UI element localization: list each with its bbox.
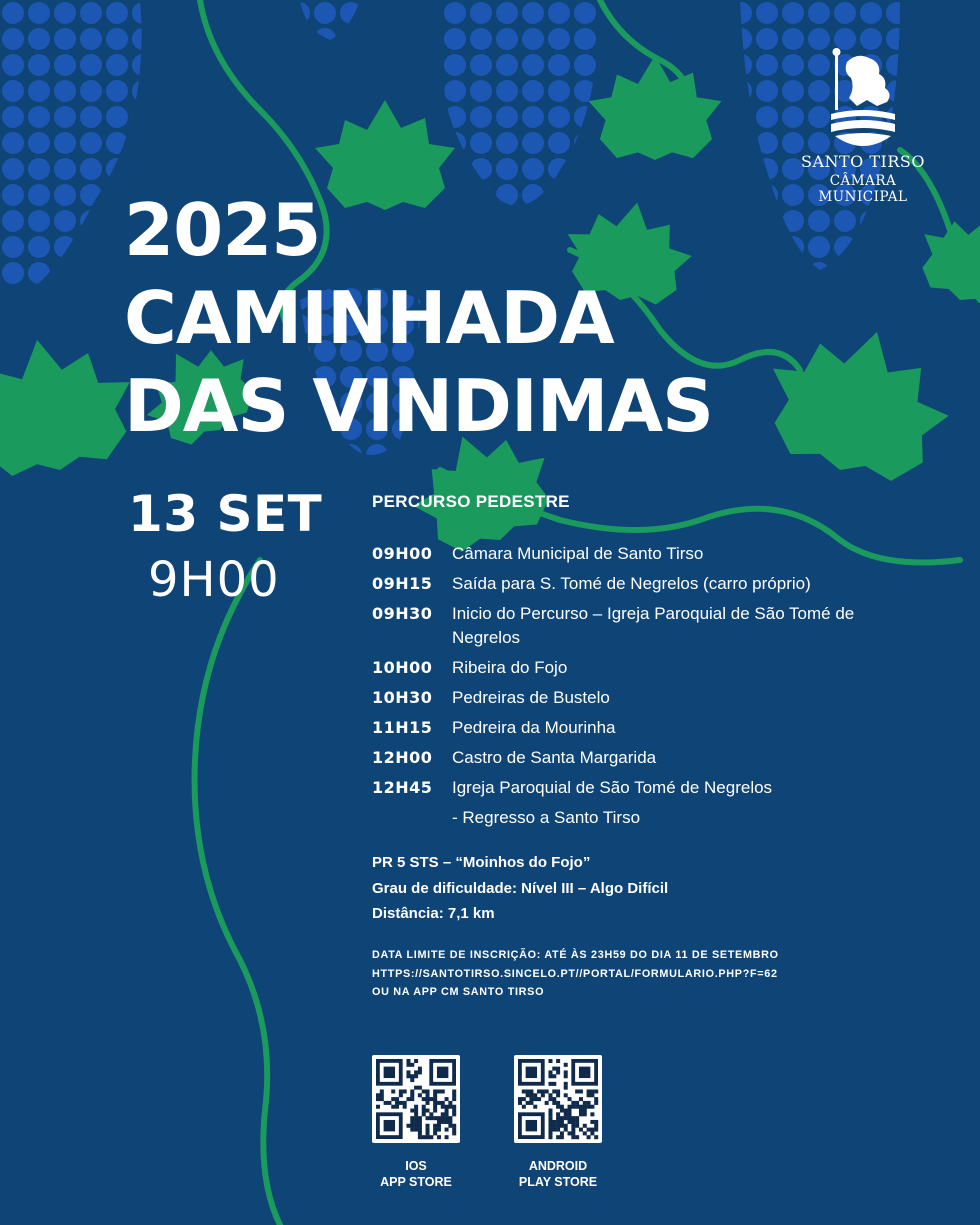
qr-code-icon[interactable] — [514, 1055, 602, 1143]
schedule-row — [372, 806, 872, 830]
schedule-row — [372, 656, 872, 680]
schedule-row — [372, 602, 872, 650]
schedule-time: 12H00 — [372, 748, 433, 767]
route-info — [372, 850, 668, 927]
android-download[interactable] — [513, 1055, 603, 1190]
schedule-desc: Pedreiras de Bustelo — [452, 688, 610, 707]
schedule-desc: Igreja Paroquial de São Tomé de Negrelos — [452, 778, 773, 797]
logo-subtitle: CÂMARA MUNICIPAL — [818, 173, 908, 205]
schedule-time: 12H45 — [372, 778, 433, 797]
qr-code-icon[interactable] — [372, 1055, 460, 1143]
schedule-time: 11H15 — [372, 718, 433, 737]
registration-url[interactable]: HTTPS://SANTOTIRSO.SINCELO.PT//PORTAL/FORMULARIO.PHP?F=62 — [372, 967, 778, 980]
event-date: 13 SET — [128, 485, 323, 543]
schedule-desc: Castro de Santa Margarida — [452, 748, 657, 767]
schedule-desc: Saída para S. Tomé de Negrelos (carro próprio) — [452, 574, 811, 593]
schedule-row — [372, 572, 872, 596]
logo-name: SANTO TIRSO — [800, 152, 925, 171]
schedule-row — [372, 776, 872, 800]
schedule-desc: Câmara Municipal de Santo Tirso — [452, 544, 704, 563]
title-line-1: CAMINHADA — [124, 276, 614, 360]
schedule-row — [372, 716, 872, 740]
route-name: PR 5 STS – “Moinhos do Fojo” — [372, 854, 591, 871]
route-difficulty: Grau de dificuldade: Nível III – Algo Difícil — [372, 879, 669, 897]
santo-tirso-logo — [788, 48, 938, 205]
schedule-row — [372, 542, 872, 566]
schedule-list — [372, 542, 872, 836]
download-platform: IOS — [405, 1159, 427, 1173]
download-platform: ANDROID — [528, 1159, 588, 1173]
schedule-time: 10H30 — [372, 688, 433, 707]
schedule-row — [372, 746, 872, 770]
schedule-time: 09H15 — [372, 574, 433, 593]
schedule-row — [372, 686, 872, 710]
schedule-time: 10H00 — [372, 658, 433, 677]
schedule-time: 09H30 — [372, 604, 433, 623]
schedule-desc: Ribeira do Fojo — [452, 658, 568, 677]
schedule-desc: Inicio do Percurso – Igreja Paroquial de São Tomé de Negrelos — [452, 604, 855, 647]
download-store: APP STORE — [380, 1175, 452, 1189]
route-distance: Distância: 7,1 km — [372, 905, 495, 922]
registration-app-prefix: OU NA — [372, 986, 414, 998]
lion-crest-icon — [827, 48, 899, 148]
ios-download[interactable] — [371, 1055, 461, 1190]
title-line-2: DAS VINDIMAS — [124, 364, 713, 448]
registration-app-name: APP CM SANTO TIRSO — [413, 986, 545, 998]
title-year: 2025 — [124, 188, 321, 272]
registration-app-line — [372, 983, 779, 1002]
event-time: 9H00 — [148, 552, 280, 608]
download-store: PLAY STORE — [518, 1175, 598, 1189]
schedule-heading: PERCURSO PEDESTRE — [372, 492, 570, 511]
registration-info — [372, 946, 779, 1002]
schedule-desc: Pedreira da Mourinha — [452, 718, 616, 737]
event-title — [124, 186, 713, 450]
schedule-time — [372, 806, 452, 830]
schedule-time: 09H00 — [372, 544, 433, 563]
schedule-desc: - Regresso a Santo Tirso — [452, 808, 641, 827]
registration-deadline: DATA LIMITE DE INSCRIÇÃO: ATÉ ÀS 23H59 DO DIA 11 DE SETEMBRO — [372, 949, 779, 961]
